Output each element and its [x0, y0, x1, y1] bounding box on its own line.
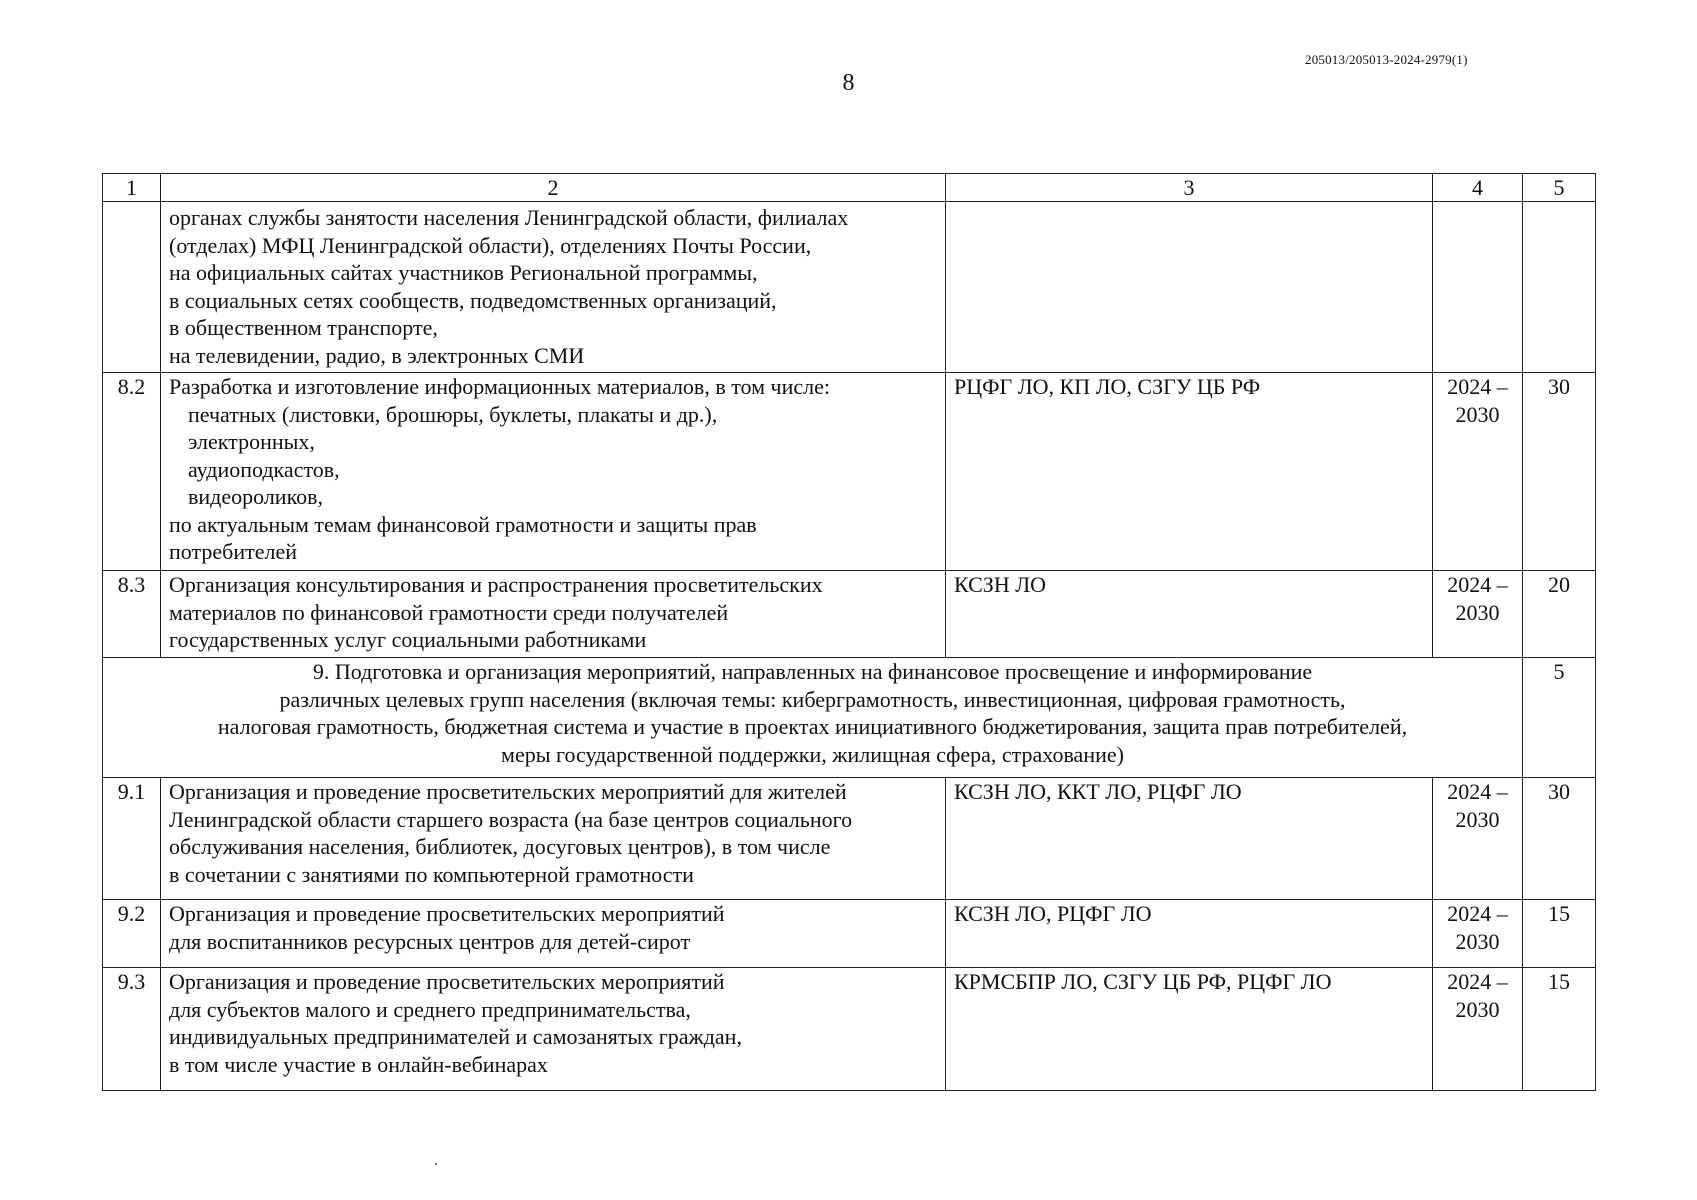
executors-cell — [946, 202, 1433, 373]
period-start: 2024 – — [1447, 779, 1508, 804]
column-number-header-row — [103, 174, 1596, 202]
description-line: аудиоподкастов, — [188, 456, 340, 482]
period-cell — [1433, 778, 1523, 900]
table-row — [103, 968, 1596, 1091]
description-line: на официальных сайтах участников Региональной программы, — [169, 260, 758, 285]
period-start: 2024 – — [1447, 969, 1508, 994]
column-header: 4 — [1433, 174, 1523, 202]
description-line: на телевидении, радио, в электронных СМИ — [169, 342, 585, 368]
description-line: материалов по финансовой грамотности среди получателей — [169, 599, 729, 625]
period-start: 2024 – — [1447, 374, 1508, 399]
description-line: в том числе участие в онлайн-вебинарах — [169, 1051, 548, 1077]
document-id: 205013/205013-2024-2979(1) — [1305, 52, 1468, 67]
value-cell: 20 — [1523, 571, 1596, 658]
description-line: печатных (листовки, брошюры, буклеты, плакаты и др.), — [188, 401, 718, 427]
table-row-continuation — [103, 202, 1596, 373]
section-heading-line: 9. Подготовка и организация мероприятий, направленных на финансовое просвещение и информирование — [312, 659, 1313, 684]
period-end: 2030 — [1455, 996, 1500, 1022]
description-line: Организация консультирования и распространения просветительских — [169, 572, 823, 597]
measure-description-cell — [161, 202, 946, 373]
scan-speck — [435, 1163, 437, 1165]
row-number-cell: 8.3 — [103, 571, 161, 658]
value-cell: 15 — [1523, 900, 1596, 968]
page-number: 8 — [842, 70, 855, 96]
description-line: в социальных сетях сообществ, подведомственных организаций, — [169, 287, 777, 313]
measures-table — [102, 173, 1596, 1091]
column-header: 5 — [1523, 174, 1596, 202]
description-line: Организация и проведение просветительских мероприятий — [169, 969, 725, 994]
table-row — [103, 778, 1596, 900]
period-end: 2030 — [1455, 928, 1500, 954]
description-line: Организация и проведение просветительских мероприятий для жителей — [169, 779, 847, 804]
executors-cell: КСЗН ЛО, РЦФГ ЛО — [946, 900, 1433, 968]
table-row — [103, 900, 1596, 968]
section-heading-line: различных целевых групп населения (включая темы: киберграмотность, инвестиционная, цифровая грамотность, — [279, 686, 1346, 712]
description-line: органах службы занятости населения Ленинградской области, филиалах — [169, 205, 849, 230]
description-line: потребителей — [169, 539, 297, 564]
row-number-cell: 9.1 — [103, 778, 161, 900]
period-end: 2030 — [1455, 599, 1500, 625]
description-line: обслуживания населения, библиотек, досуговых центров), в том числе — [169, 834, 831, 859]
measure-description-cell — [161, 571, 946, 658]
description-line: для субъектов малого и среднего предпринимательства, — [169, 996, 691, 1022]
description-line: (отделах) МФЦ Ленинградской области), отделениях Почты России, — [169, 232, 812, 258]
executors-cell: КСЗН ЛО — [946, 571, 1433, 658]
section-heading-line: меры государственной поддержки, жилищная сфера, страхование) — [501, 741, 1124, 767]
value-cell: 5 — [1523, 658, 1596, 778]
value-cell — [1523, 202, 1596, 373]
description-line: Разработка и изготовление информационных материалов, в том числе: — [169, 374, 830, 399]
period-start: 2024 – — [1447, 901, 1508, 926]
value-cell: 15 — [1523, 968, 1596, 1091]
period-start: 2024 – — [1447, 572, 1508, 597]
description-line: видеороликов, — [188, 484, 324, 509]
executors-cell: РЦФГ ЛО, КП ЛО, СЗГУ ЦБ РФ — [946, 373, 1433, 571]
period-cell — [1433, 968, 1523, 1091]
period-end: 2030 — [1455, 401, 1500, 427]
description-line: электронных, — [188, 429, 315, 454]
period-cell — [1433, 900, 1523, 968]
period-cell — [1433, 571, 1523, 658]
column-header: 2 — [161, 174, 946, 202]
table-row — [103, 571, 1596, 658]
section-heading-line: налоговая грамотность, бюджетная система и участие в проектах инициативного бюджетирования, защита прав потребителей, — [217, 714, 1408, 739]
measure-description-cell — [161, 373, 946, 571]
row-number-cell: 8.2 — [103, 373, 161, 571]
description-line: Ленинградской области старшего возраста (на базе центров социального — [169, 806, 853, 832]
section-heading-row — [103, 658, 1596, 778]
executors-cell: КРМСБПР ЛО, СЗГУ ЦБ РФ, РЦФГ ЛО — [946, 968, 1433, 1091]
section-heading-cell — [103, 658, 1523, 778]
value-cell: 30 — [1523, 778, 1596, 900]
column-header: 3 — [946, 174, 1433, 202]
period-end: 2030 — [1455, 806, 1500, 832]
description-line: индивидуальных предпринимателей и самозанятых граждан, — [169, 1024, 742, 1049]
description-line: для воспитанников ресурсных центров для детей-сирот — [169, 928, 691, 954]
period-cell — [1433, 202, 1523, 373]
column-header: 1 — [103, 174, 161, 202]
description-line: в сочетании с занятиями по компьютерной грамотности — [169, 861, 694, 887]
description-line: государственных услуг социальными работниками — [169, 627, 647, 652]
measure-description-cell — [161, 778, 946, 900]
executors-cell: КСЗН ЛО, ККТ ЛО, РЦФГ ЛО — [946, 778, 1433, 900]
period-cell — [1433, 373, 1523, 571]
table-row — [103, 373, 1596, 571]
description-line: по актуальным темам финансовой грамотности и защиты прав — [169, 511, 757, 537]
measure-description-cell — [161, 900, 946, 968]
description-line: Организация и проведение просветительских мероприятий — [169, 901, 725, 926]
measure-description-cell — [161, 968, 946, 1091]
row-number-cell: 9.2 — [103, 900, 161, 968]
value-cell: 30 — [1523, 373, 1596, 571]
row-number-cell: 9.3 — [103, 968, 161, 1091]
description-line: в общественном транспорте, — [169, 315, 438, 340]
row-number-cell — [103, 202, 161, 373]
